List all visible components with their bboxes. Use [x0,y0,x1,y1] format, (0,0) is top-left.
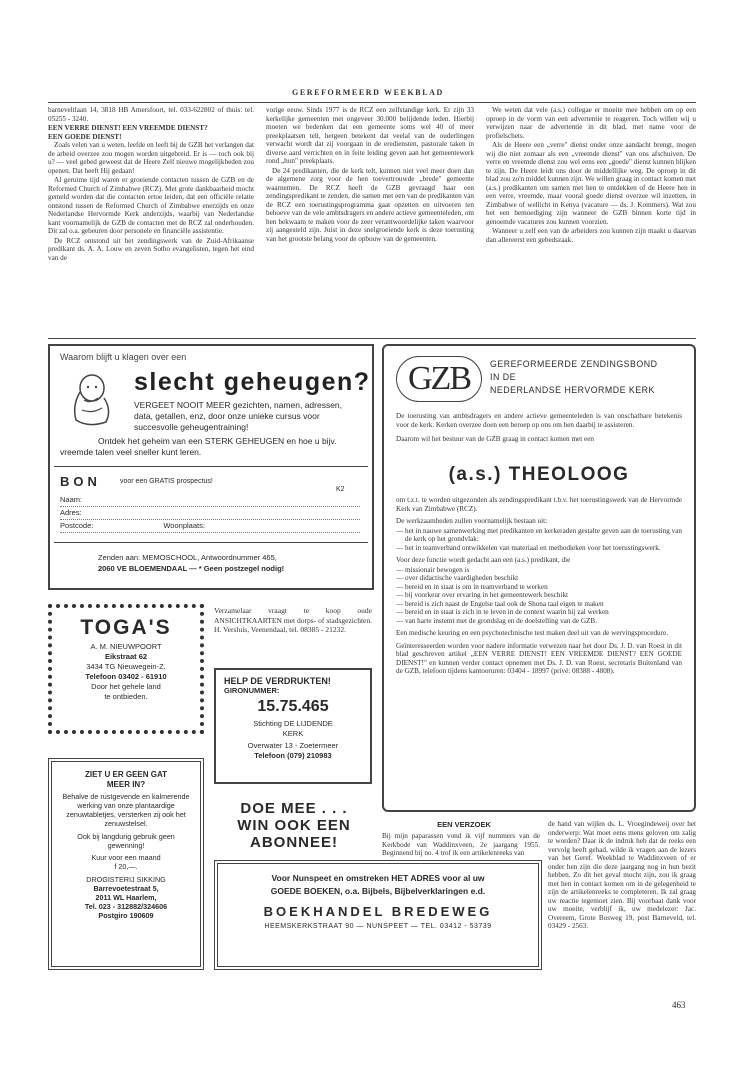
article-heading-1: EEN VERRE DIENST! EEN VREEMDE DIENST? [48,124,208,132]
memoschool-intro: Waarom blijft u klagen over een [60,352,187,362]
list-item: — het in nauwe samenwerking met predikanten en kerkeraden gestalte geven aan de toerusting van de kerk op het grondvlak: [396,527,682,544]
togas-details: A. M. NIEUWPOORT Eikstraat 62 3434 TG Nieuwegein-Z. Telefoon 03402 - 61910 Door het gehele land te ontbieden. [85,642,167,701]
list-item: — missionair bewogen is [396,566,682,575]
list-item: — over didactische vaardigheden beschikt [396,574,682,583]
form-field-adres[interactable]: Adres: [60,507,360,520]
gzb-body: De toerusting van ambtsdragers en andere actieve gemeenteleden is van onschatbare betekenis voor de kerk. Kerken overzee doen een beroep op ons om hen daarbij te assisteren. Daarom wil het bestuur van de GZB graag in contact komen met een [396,412,682,443]
verdrukten-ad [214,668,372,784]
form-field-woonplaats: Woonplaats: [163,521,205,530]
article-heading-2: EEN GOEDE DIENST! [48,132,122,141]
memoschool-ad [48,344,374,590]
list-item: — bereid en in staat is om in teamverband te werken [396,583,682,592]
thinker-illustration [62,370,120,430]
drogisterij-body: Behalve de rustgevende en kalmerende werking van onze plantaardige zenuwtabletjes, versterken zij ook het zenuwstelsel. [62,792,190,828]
togas-ad [48,604,204,734]
verdrukten-title: HELP DE VERDRUKTEN! [224,676,331,686]
gzb-details: om t.z.t. te worden uitgezonden als zendingspredikant t.b.v. het toerustingswerk van de Hervormde Kerk van Zimbabwe (RCZ). De werkzaamheden zullen voornamelijk bestaan uit: — het in nauwe samenwerking met predikanten en kerkeraden gestalte geven aan de toerusting van de kerk op het grondvlak: — het in teamverband ontwikkelen van materiaal en methodieken voor het toerustingswerk. Voor deze functie wordt gedacht aan een (a.s.) predikant, die — missionair bewogen is — over didactische vaardigheden beschikt — bereid en in staat is om in teamverband te werken — bij voorkeur over ervaring in het gemeentewerk beschikt — bereid is zich naast de Engelse taal ook de Shona taal eigen te maken — bereid en in staat is zich in te leven in de context waarin hij zal werken — van harte instemt met de grondslag en de doelstelling van de GZB. Een medische keuring en een psychotechnische test maken deel uit van de wervingsprocedure. Geïnteresseerden worden voor nadere informatie verwezen naar het door Ds. J. D. van Roest in dit blad geschreven artikel „EEN VERRE DIENST! EEN VREEMDE DIENST? EEN GOEDE DIENST!" en kunnen verder contact opnemen met Ds. J. D. van Roest, secretaris Buitenland van de GZB, telefoon tijdens kantooruren: 03404 - 18997 (privé: 08388 - 4808). [396,496,682,677]
address-line: barneveltlaan 14, 3818 HB Amersfoort, tel. 033-622802 of thuis: tel. 05255 - 3240. [48,106,254,123]
list-item: — bereid is zich naast de Engelse taal ook de Shona taal eigen te maken [396,600,682,609]
gzb-task-list [396,527,682,553]
verzoek-part1: Bij mijn paparassen vond ik vijf nummers van de Kerkbode van Waddinxveen, 2e jaargang 1955. Beginnend bij no. 4 trof ik een artikelenreeks van [382,832,540,857]
bredeweg-address: HEEMSKERKSTRAAT 90 — NUNSPEET — TEL. 03412 - 53739 [264,923,492,930]
memoschool-body2: Ontdek het geheim van een STERK GEHEUGEN en hoe u bijv. vreemde talen veel sneller kunt leren. [60,436,337,457]
gzb-org-name: GEREFORMEERDE ZENDINGSBOND IN DE NEDERLANDSE HERVORMDE KERK [490,359,658,395]
giro-label: GIRONUMMER: [224,686,280,695]
article-paragraph: vorige eeuw. Sinds 1977 is de RCZ een zelfstandige kerk. Er zijn 33 kerkelijke gemeenten met ongeveer 30.000 belijdende leden. Hierbij moeten we bedenken dat een gemeente soms wel 40 of meer preekplaatsen telt, hetgeen betekent dat veelal van de ouderlingen verwacht wordt dat zij voorgaan in de erediensten, pastorale taken in diverse aard verrichten en in feite leiding geven aan het gemeentewerk rond „hun" preekplaats. [266,106,474,165]
article-paragraph: Als de Heere een „verre" dienst onder onze aandacht brengt, mogen wij die niet zomaar als een „vreemde dienst" van ons afschuiven. De verre en vreemde dienst zou wel eens een „goede" dienst kunnen blijken te zijn. De Heere leidt ons door de middellijke weg. De oproep in dit blad zou zo'n middel kunnen zijn. We willen graag in contact komen met (a.s.) predikanten om samen met hen te ontdekken of de Heere hen in een verre, vreemde, maar vooral goede dienst overzee wil inzetten, in Zimbabwe of wellicht in Kenya (vacature — ds. J. Kommers). Wat zou het een bemoediging zijn wanneer de GZB binnen korte tijd in genoemde vacatures zou kunnen voorzien. [486,141,696,226]
memoschool-body1: VERGEET NOOIT MEER gezichten, namen, adressen, data, getallen, enz, door onze unieke cursus voor succesvolle geheugentraining! [134,400,343,432]
verzamelaar-ad: Verzamelaar vraagt te koop oude ANSICHTKAARTEN met dorps- of stadsgezichten. H. Versluis, Veenendaal, tel. 08385 - 21232. [214,606,372,634]
memoschool-footer: Zenden aan: MEMOSCHOOL, Antwoordnummer 465, 2060 VE BLOEMENDAAL — * Geen postzegel nodig! [98,553,285,573]
doemee-ad: DOE MEE . . . WIN OOK EEN ABONNEE! [237,800,351,851]
bon-code: K2 [336,486,345,493]
form-field-naam[interactable]: Naam: [60,494,360,507]
gzb-ad [382,344,696,812]
gzb-theoloog: (a.s.) THEOLOOG [448,464,630,485]
verzoek-part2: de hand van wijlen ds. L. Vroegindeweij over het onderwerp: Wat moet eens mens geloven om zalig te worden? Daar ik de indruk heb dat de reeks een vervolg heeft gehad, wilde ik vragen aan de lezers van het Geref. Weekblad te Waddinxveen of er onder hen zijn die deze jaargang nog in hun bezit hebben. Zo dit het geval mocht zijn, zou ik graag met hen in contact komen om in de gelegenheid te zijn de artikelenreeks te completeren. Ik zal graag uw reactie tegemoet zien. Bij voorbaat dank voor uw moeite, verblijf ik, uw medelezer: Jac. Overeem, Grote Bosweg 19, post Barneveld, tel. 03429 - 2563. [548,820,696,930]
bredeweg-name: BOEKHANDEL BREDEWEG [263,904,493,919]
form-field-postcode[interactable]: Postcode: Woonplaats: [60,520,360,533]
list-item: — van harte instemt met de grondslag en de doelstelling van de GZB. [396,617,682,626]
giro-number: 15.75.465 [257,698,329,715]
article-paragraph: Zoals velen van u weten, leefde en leeft bij de GZB het verlangen dat de arbeid overzee zou mogen worden uitgebreid. Er is — toch ook bij u? — veel gebed geweest dat de Heere Zelf nieuwe mogelijkheden zou openen. Dat heeft Hij gedaan! [48,141,254,175]
page-header-title: GEREFORMEERD WEEKBLAD [292,88,444,97]
article-column-3 [486,106,696,336]
list-item: — het in teamverband ontwikkelen van materiaal en methodieken voor het toerustingswerk. [396,544,682,553]
article-column-1 [48,106,254,336]
gzb-requirements-list [396,566,682,626]
verzoek-title: EEN VERZOEK [437,820,491,829]
togas-title: TOGA'S [80,616,172,639]
article-paragraph: De RCZ ontstond uit het zendingswerk van de Zuid-Afrikaanse predikant ds. A. A. Louw en zeven Sotho evangelisten, tegen het eind van de [48,236,254,262]
header-rule [48,102,696,103]
page-number: 463 [672,1000,686,1010]
price: f 20,—. [114,862,138,871]
article-paragraph: We weten dat vele (a.s.) collegae er moeite mee hebben om op een oproep in de vorm van een advertentie te reageren. Toch willen wij u verwijzen naar de advertentie in dit blad, met name voor de profielschets. [486,106,696,140]
section-rule [48,338,696,339]
bon-form [60,494,360,533]
article-column-2 [266,106,474,336]
article-paragraph: De 24 predikanten, die de kerk telt, kunnen niet veel meer doen dan de algemene zorg voor de hen toevertrouwde „brede" gemeente waarnemen. De RCZ heeft de GZB gevraagd haar een zendingspredikant te zenden, die samen met een van de predikanten van de RCZ een toerustingsprogramma gaat opzetten en uitvoeren ten behoeve van de vele ambtsdragers en andere actieve gemeenteleden, om hen bekwaam te maken voor de zeer verantwoordelijke taken waarvoor zij aangesteld zijn. Juist in deze snelgroeiende kerk is deze toerusting van het grootste belang voor de opbouw van de gemeenten. [266,166,474,243]
memoschool-headline: slecht geheugen? [134,368,371,396]
article-paragraph: Wanneer u zelf een van de arbeiders zou kunnen zijn maakt u daarvan dan allereerst een gebedszaak. [486,227,696,244]
bon-subtitle: voor een GRATIS prospectus! [120,478,213,485]
article-paragraph: Al geruime tijd waren er groeiende contacten tussen de GZB en de Reformed Church of Zimbabwe (RCZ). Met grote dankbaarheid mocht gemeld worden dat die contacten ertoe leiden, dat een officiële relatie ontstond tussen de Reformed Church of Zimbabwe enerzijds en onze Nederlandse Hervormde Kerk anderzijds, waarbij van Nederlandse kant voornamelijk de GZB de contacten met de RCZ zal onderhouden. Dit zal o.a. gebeuren door personele en financiële assistentie. [48,176,254,235]
bredeweg-ad: Voor Nunspeet en omstreken HET ADRES voor al uw GOEDE BOEKEN, o.a. Bijbels, Bijbelverklaringen e.d. BOEKHANDEL BREDEWEG HEEMSKERKSTRAAT 90 — NUNSPEET — TEL. 03412 - 53739 [214,860,542,970]
drogisterij-address: DROGISTERIJ SIKKING Barrevoetestraat 5, 2011 WL Haarlem, Tel. 023 - 312882/324606 Postgiro 190609 [84,875,168,920]
verdrukten-details: Stichting DE LIJDENDE KERK Overwater 13 - Zoetermeer Telefoon (079) 210983 [247,719,339,760]
list-item: — bereid en in staat is zich in te leven in de context waarin hij zal werken [396,608,682,617]
list-item: — bij voorkeur over ervaring in het gemeentewerk beschikt [396,591,682,600]
bon-title: BON [60,474,101,489]
drogisterij-title: ZIET U ER GEEN GAT MEER IN? [84,770,168,789]
gzb-logo: GZB [396,356,482,402]
drogisterij-ad: ZIET U ER GEEN GAT MEER IN? Behalve de rustgevende en kalmerende werking van onze plantaardige zenuwtabletjes, versterken zij ook het zenuwstelsel. Ook bij langdurig gebruik geen gewenning! Kuur voor een maand f 20,—. DROGISTERIJ SIKKING Barrevoetestraat 5, 2011 WL Haarlem, Tel. 023 - 312882/324606 Postgiro 190609 [48,758,204,970]
